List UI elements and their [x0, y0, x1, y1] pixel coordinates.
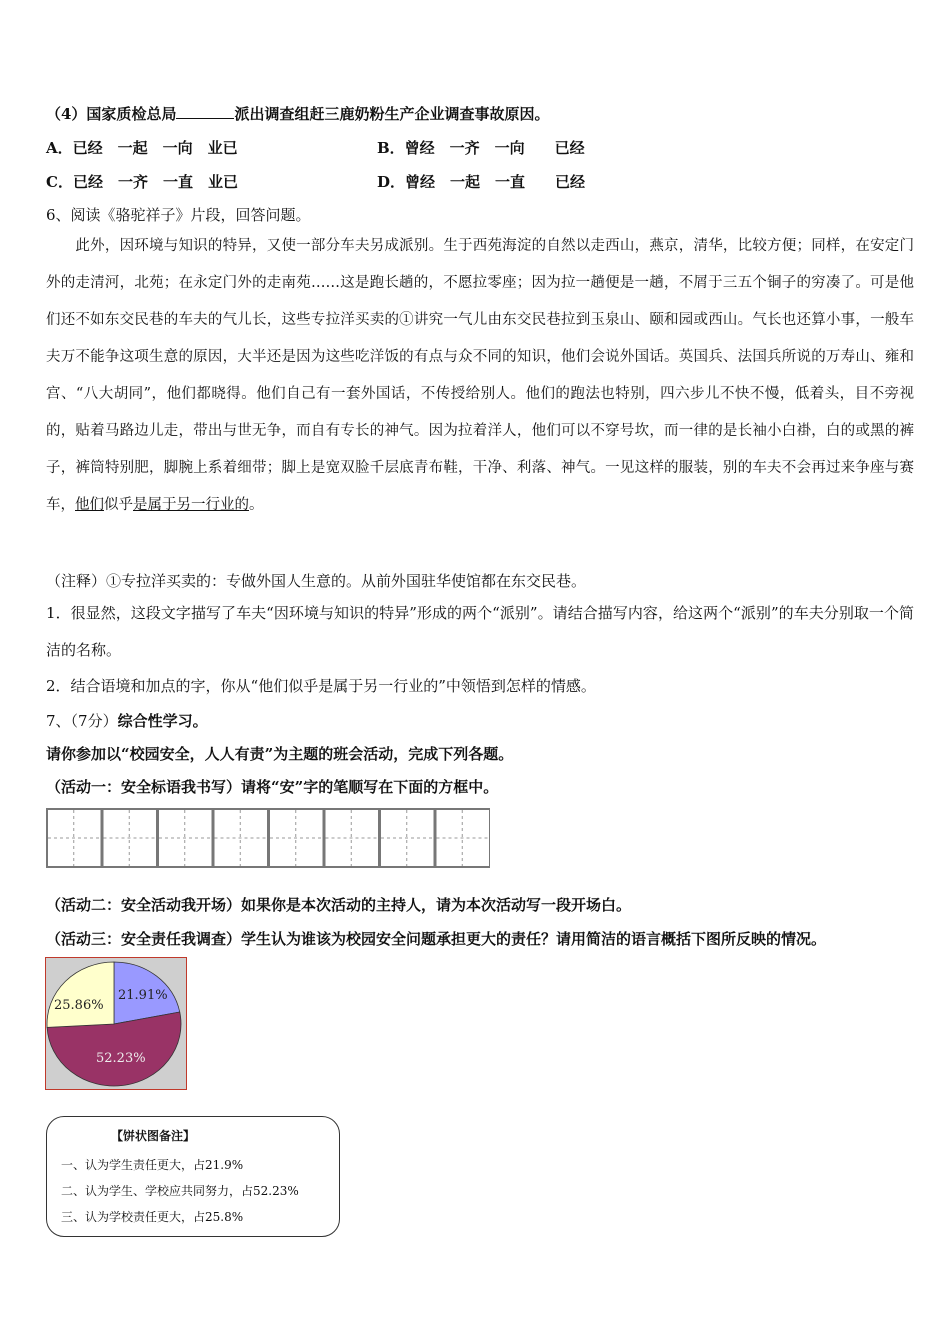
q6-sub2: 2．结合语境和加点的字，你从“他们似乎是属于另一行业的”中领悟到怎样的情感。	[46, 677, 596, 695]
pie-slice-label: 52.23%	[96, 1051, 146, 1066]
q4-blank	[176, 104, 234, 119]
q4-option-a: A．已经 一起 一向 业已	[46, 139, 238, 157]
q4-prefix: （4）国家质检总局	[46, 105, 177, 123]
q7-intro: 请你参加以“校园安全，人人有责”为主题的班会活动，完成下列各题。	[46, 745, 514, 763]
q6-sub1: 1．很显然，这段文字描写了车夫“因环境与知识的特异”形成的两个“派别”。请结合描写内容，给这两个“派别”的车夫分别取一个简洁的名称。	[46, 604, 914, 659]
q6-note: （注释）①专拉洋买卖的：专做外国人生意的。从前外国驻华使馆都在东交民巷。	[46, 572, 587, 590]
stroke-order-grid[interactable]	[46, 808, 490, 868]
pie-note-item-3: 三、认为学校责任更大，占25.8%	[61, 1210, 244, 1224]
q7-title-prefix: 7、（7分）	[46, 712, 118, 730]
q4-stem	[46, 104, 549, 124]
q4-option-d: D．曾经 一起 一直 已经	[377, 173, 586, 191]
q7-title-bold: 综合性学习。	[117, 712, 208, 730]
pie-slice	[47, 962, 114, 1027]
q4-option-b: B．曾经 一齐 一向 已经	[377, 139, 585, 157]
q6-passage-end: 。	[249, 497, 264, 513]
q6-passage-main: 此外，因环境与知识的特异，又使一部分车夫另成派别。生于西苑海淀的自然以走西山，燕京，清华，比较方便；同样，在安定门外的走清河，北苑；在永定门外的走南苑……这是跑长趟的，不愿拉零座；因为拉一趟便是一趟，不屑于三五个铜子的穷凑了。可是他们还不如东交民巷的车夫的气儿长，这些专拉洋买卖的①讲究一气儿由东交民巷拉到玉泉山、颐和园或西山。气长也还算小事，一般车夫万不能争这项生意的原因，大半还是因为这些吃洋饭的有点与众不同的知识，他们会说外国话。英国兵、法国兵所说的万寿山、雍和宫、“八大胡同”，他们都晓得。他们自己有一套外国话，不传授给别人。他们的跑法也特别，四六步儿不快不慢，低着头，目不旁视的，贴着马路边儿走，带出与世无争，而自有专长的神气。因为拉着洋人，他们可以不穿号坎，而一律的是长袖小白褂，白的或黑的裤子，裤筒特别肥，脚腕上系着细带；脚上是宽双脸千层底青布鞋，干净、利落、神气。一见这样的服装，别的车夫不会再过来争座与赛车，	[46, 238, 914, 513]
pie-note-item-2: 二、认为学生、学校应共同努力，占52.23%	[61, 1184, 299, 1198]
pie-slice-label: 25.86%	[54, 998, 104, 1013]
q7-activity-1: （活动一：安全标语我书写）请将“安”字的笔顺写在下面的方框中。	[46, 778, 499, 796]
q6-title: 6、阅读《骆驼祥子》片段，回答问题。	[46, 206, 311, 224]
pie-note-box	[46, 1116, 340, 1237]
q4-suffix: 派出调查组赶三鹿奶粉生产企业调查事故原因。	[234, 105, 550, 123]
q7-title	[46, 711, 208, 731]
q7-activity-2: （活动二：安全活动我开场）如果你是本次活动的主持人，请为本次活动写一段开场白。	[46, 896, 632, 914]
q7-activity-3: （活动三：安全责任我调查）学生认为谁该为校园安全问题承担更大的责任？请用简洁的语言概括下图所反映的情况。	[46, 930, 827, 948]
q6-passage-them: 他们	[75, 497, 104, 513]
pie-chart-frame	[45, 957, 187, 1090]
q6-passage-belong: 是属于另一行业的	[133, 497, 249, 513]
q6-passage	[46, 228, 914, 524]
grid-cells	[47, 809, 490, 867]
pie-note-item-1: 一、认为学生责任更大，占21.9%	[61, 1158, 244, 1172]
pie-chart	[46, 958, 186, 1089]
q6-passage-seem: 似乎	[104, 497, 133, 513]
pie-slice-label: 21.91%	[118, 988, 168, 1003]
pie-note-title: 【饼状图备注】	[111, 1129, 196, 1143]
q4-option-c: C．已经 一齐 一直 业已	[46, 173, 238, 191]
